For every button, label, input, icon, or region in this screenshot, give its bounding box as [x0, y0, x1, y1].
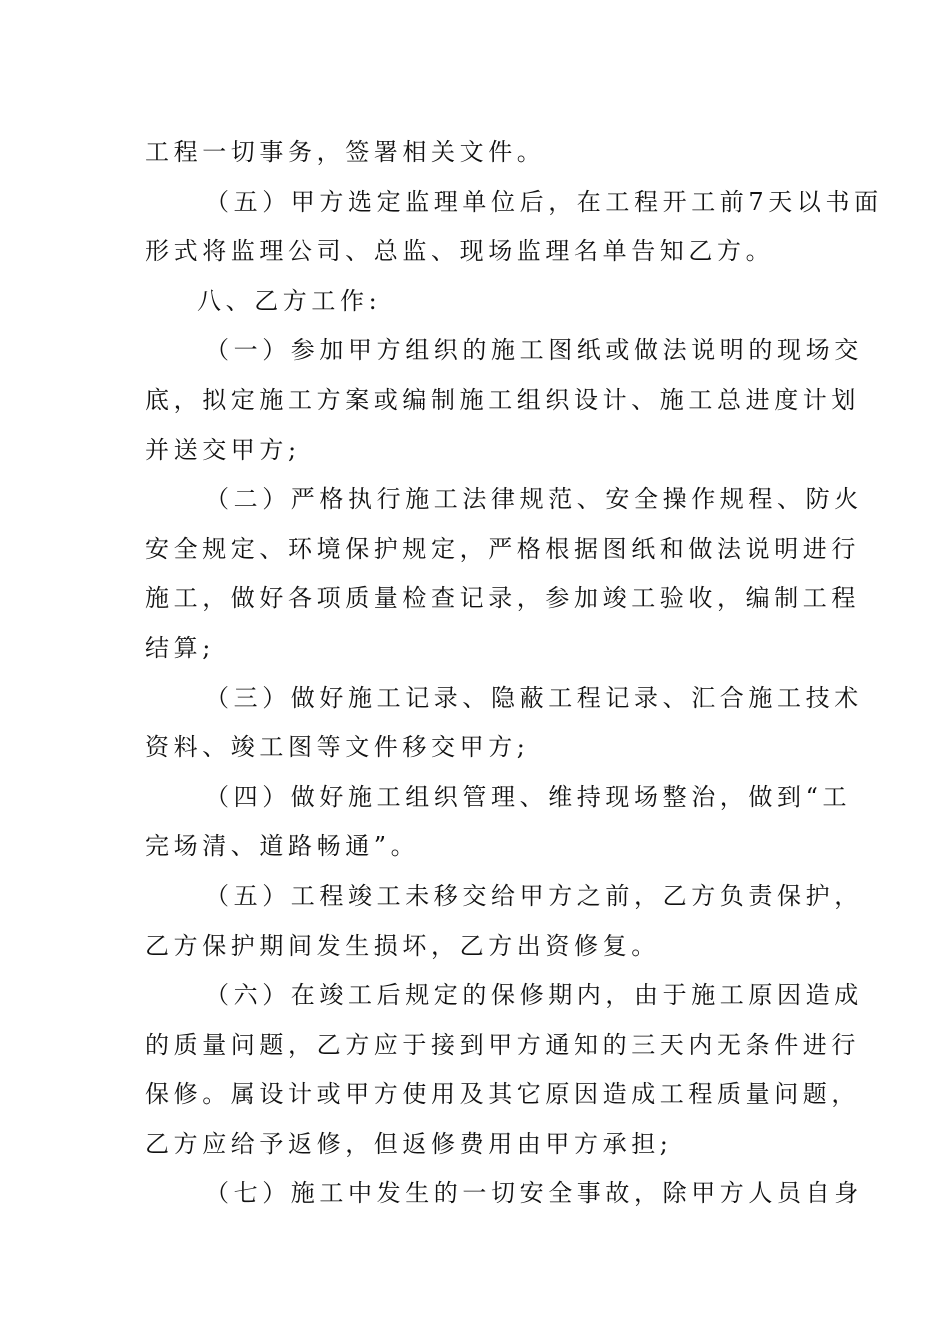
text-line: 施工，做好各项质量检查记录，参加竣工验收，编制工程	[145, 584, 860, 613]
clause-three-line: （三）做好施工记录、隐蔽工程记录、汇合施工技术	[205, 683, 863, 712]
text-line: 并送交甲方;	[145, 435, 301, 464]
clause-two-line: （二）严格执行施工法律规范、安全操作规程、防火	[205, 485, 863, 514]
text-line: 完场清、道路畅通”。	[145, 832, 420, 861]
clause-one-line: （一）参加甲方组织的施工图纸或做法说明的现场交	[205, 336, 863, 365]
text-line: 乙方保护期间发生损坏，乙方出资修复。	[145, 931, 660, 960]
text-line: 安全规定、环境保护规定，严格根据图纸和做法说明进行	[145, 534, 860, 563]
text-line: 底，拟定施工方案或编制施工组织设计、施工总进度计划	[145, 385, 860, 414]
clause-four-line: （四）做好施工组织管理、维持现场整治，做到“工	[205, 782, 852, 811]
text-line: 乙方应给予返修，但返修费用由甲方承担;	[145, 1129, 673, 1158]
clause-six-line: （六）在竣工后规定的保修期内，由于施工原因造成	[205, 981, 863, 1010]
text-line: 的质量问题，乙方应于接到甲方通知的三天内无条件进行	[145, 1030, 860, 1059]
text-line: 形式将监理公司、总监、现场监理名单告知乙方。	[145, 237, 775, 266]
section-heading-party-b-work: 八、乙方工作:	[197, 286, 382, 315]
clause-seven-line: （七）施工中发生的一切安全事故，除甲方人员自身	[205, 1179, 863, 1208]
text-line: 资料、竣工图等文件移交甲方;	[145, 733, 530, 762]
clause-five-b-line: （五）工程竣工未移交给甲方之前，乙方负责保护，	[205, 881, 863, 910]
text-line: 工程一切事务，签署相关文件。	[145, 138, 546, 166]
text-line: 保修。属设计或甲方使用及其它原因造成工程质量问题，	[145, 1080, 860, 1109]
text-line: 结算;	[145, 633, 215, 662]
document-body	[145, 128, 883, 1219]
clause-five-line: （五）甲方选定监理单位后，在工程开工前7天以书面	[205, 187, 883, 216]
